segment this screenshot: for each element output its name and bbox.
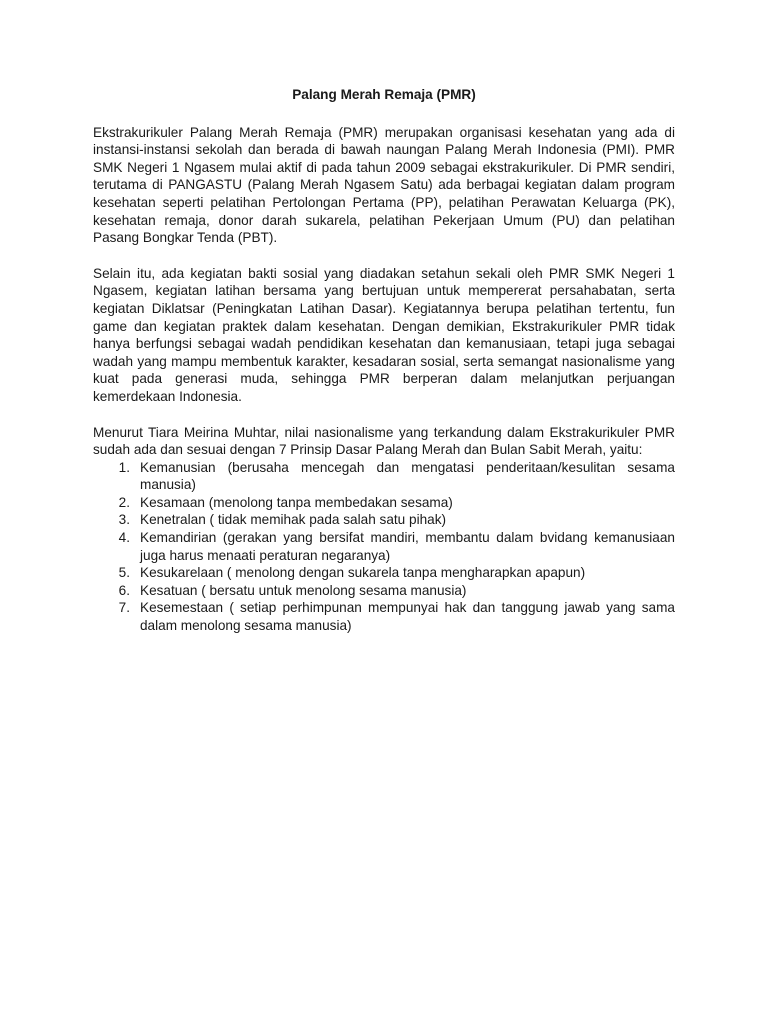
list-item <box>93 582 675 600</box>
list-item-number: 7. <box>118 600 130 616</box>
list-item-number: 1. <box>118 459 130 475</box>
list-item <box>93 459 675 494</box>
list-item <box>93 529 675 564</box>
list-item-number: 4. <box>118 530 130 546</box>
document-title: Palang Merah Remaja (PMR) <box>292 87 476 102</box>
list-item-text: Kenetralan ( tidak memihak pada salah satu pihak) <box>140 512 447 528</box>
paragraph-principles-intro: Menurut Tiara Meirina Muhtar, nilai nasionalisme yang terkandung dalam Ekstrakurikuler PMR sudah ada dan sesuai dengan 7 Prinsip Dasar Palang Merah dan Bulan Sabit Merah, yaitu: <box>93 424 675 458</box>
list-item <box>93 599 675 634</box>
list-item-number: 2. <box>118 494 130 510</box>
list-item-text: Kesukarelaan ( menolong dengan sukarela tanpa mengharapkan apapun) <box>140 565 586 581</box>
list-item <box>93 564 675 582</box>
paragraph-intro: Ekstrakurikuler Palang Merah Remaja (PMR) merupakan organisasi kesehatan yang ada di instansi-instansi sekolah dan berada di bawah naungan Palang Merah Indonesia (PMI). PMR SMK Negeri 1 Ngasem mulai aktif di pada tahun 2009 sebagai ekstrakurikuler. Di PMR sendiri, terutama di PANGASTU (Palang Merah Ngasem Satu) ada berbagai kegiatan dalam program kesehatan seperti pelatihan Pertolongan Pertama (PP), pelatihan Perawatan Keluarga (PK), kesehatan remaja, donor darah sukarela, pelatihan Pekerjaan Umum (PU) dan pelatihan Pasang Bongkar Tenda (PBT). <box>93 124 675 246</box>
principles-list <box>93 459 675 635</box>
list-item <box>93 511 675 529</box>
list-item <box>93 494 675 512</box>
list-item-text: Kemanusian (berusaha mencegah dan mengatasi penderitaan/kesulitan sesama manusia) <box>140 459 675 493</box>
list-item-number: 5. <box>118 565 130 581</box>
list-item-number: 3. <box>118 512 130 528</box>
list-item-number: 6. <box>118 582 130 598</box>
list-item-text: Kesamaan (menolong tanpa membedakan sesama) <box>140 494 453 510</box>
document-page <box>93 86 675 635</box>
list-item-text: Kesemestaan ( setiap perhimpunan mempunyai hak dan tanggung jawab yang sama dalam menolong sesama manusia) <box>140 600 675 634</box>
list-item-text: Kesatuan ( bersatu untuk menolong sesama manusia) <box>140 582 467 598</box>
list-item-text: Kemandirian (gerakan yang bersifat mandiri, membantu dalam bvidang kemanusiaan juga harus menaati peraturan negaranya) <box>140 530 675 563</box>
paragraph-activities: Selain itu, ada kegiatan bakti sosial yang diadakan setahun sekali oleh PMR SMK Negeri 1 Ngasem, kegiatan latihan bersama yang bertujuan untuk mempererat persahabatan, serta kegiatan Diklatsar (Peningkatan Latihan Dasar). Kegiatannya berupa pelatihan tertentu, fun game dan kegiatan praktek dalam kesehatan. Dengan demikian, Ekstrakurikuler PMR tidak hanya berfungsi sebagai wadah pendidikan kesehatan dan kemanusiaan, tetapi juga sebagai wadah yang mampu membentuk karakter, kesadaran sosial, serta semangat nasionalisme yang kuat pada generasi muda, sehingga PMR berperan dalam melanjutkan perjuangan kemerdekaan Indonesia. <box>93 265 675 404</box>
